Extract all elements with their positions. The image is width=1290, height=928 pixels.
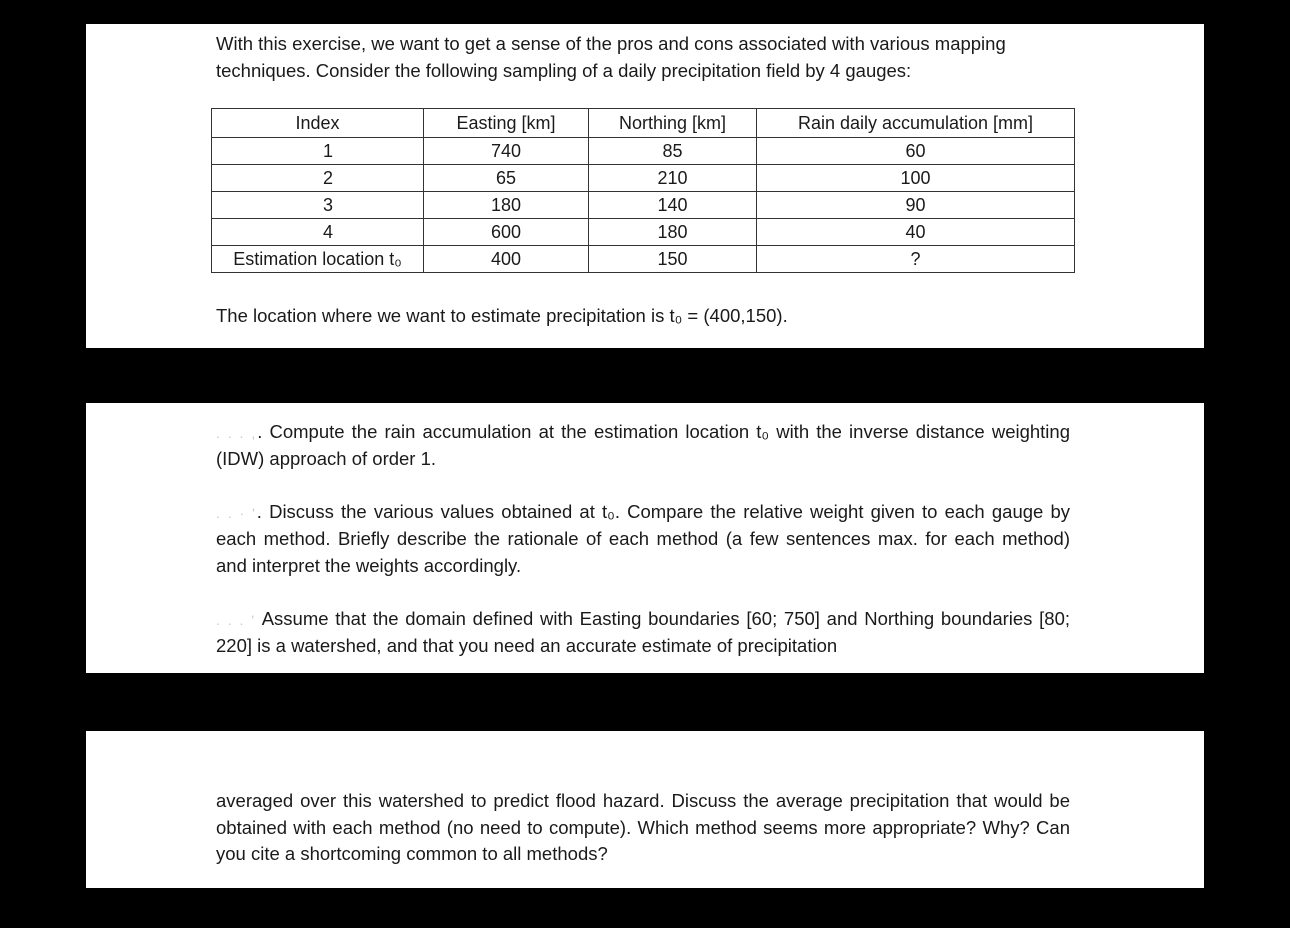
table-row (212, 165, 1075, 192)
question-2-number: . . · ' (216, 504, 257, 521)
table-header-row (212, 109, 1075, 138)
cell-easting: 600 (424, 219, 589, 246)
intro-paragraph: With this exercise, we want to get a sense of the pros and cons associated with various mapping techniques. Consider the following sampling of a daily precipitation field by 4 gauges: (216, 33, 1006, 81)
cell-rain-unknown: ? (757, 246, 1075, 273)
question-1-number: . . . , (216, 424, 258, 441)
cell-easting: 65 (424, 165, 589, 192)
cell-rain: 90 (757, 192, 1075, 219)
table-row (212, 138, 1075, 165)
table-row-estimation (212, 246, 1075, 273)
cell-easting: 400 (424, 246, 589, 273)
cell-northing: 140 (589, 192, 757, 219)
document-panel-3 (86, 731, 1204, 888)
header-rain: Rain daily accumulation [mm] (757, 109, 1075, 138)
question-2-text: . Discuss the various values obtained at t₀. Compare the relative weight given to each gauge by each method. Briefly describe the rationale of each method (a few sentences max. for each method) and interpret the weights accordingly. (216, 501, 1070, 576)
cell-rain: 60 (757, 138, 1075, 165)
question-2 (216, 499, 1070, 579)
cell-rain: 40 (757, 219, 1075, 246)
header-northing: Northing [km] (589, 109, 757, 138)
cell-rain: 100 (757, 165, 1075, 192)
gauge-table (211, 108, 1075, 273)
document-panel-1 (86, 24, 1204, 348)
question-3-text: Assume that the domain defined with Easting boundaries [60; 750] and Northing boundaries [80; 220] is a watershed, and that you need an accurate estimate of precipitation (216, 608, 1070, 657)
cell-northing: 180 (589, 219, 757, 246)
question-1-text: . Compute the rain accumulation at the estimation location t₀ with the inverse distance weighting (IDW) approach of order 1. (216, 421, 1070, 470)
question-3 (216, 606, 1070, 660)
cell-northing: 210 (589, 165, 757, 192)
cell-index: 4 (212, 219, 424, 246)
cell-easting: 740 (424, 138, 589, 165)
header-index: Index (212, 109, 424, 138)
document-panel-2 (86, 403, 1204, 673)
question-3-number: . . . ' (216, 611, 257, 628)
location-note: The location where we want to estimate precipitation is t₀ = (400,150). (216, 305, 788, 326)
question-1 (216, 419, 1070, 473)
cell-estimation-label: Estimation location t₀ (212, 246, 424, 273)
header-easting: Easting [km] (424, 109, 589, 138)
table-row (212, 192, 1075, 219)
cell-index: 3 (212, 192, 424, 219)
cell-northing: 85 (589, 138, 757, 165)
question-3-continuation: averaged over this watershed to predict flood hazard. Discuss the average precipitation that would be obtained with each method (no need to compute). Which method seems more appropriate? Why? Can you cite a shortcoming common to all methods? (216, 790, 1070, 864)
cell-northing: 150 (589, 246, 757, 273)
cell-index: 2 (212, 165, 424, 192)
table-row (212, 219, 1075, 246)
cell-easting: 180 (424, 192, 589, 219)
cell-index: 1 (212, 138, 424, 165)
